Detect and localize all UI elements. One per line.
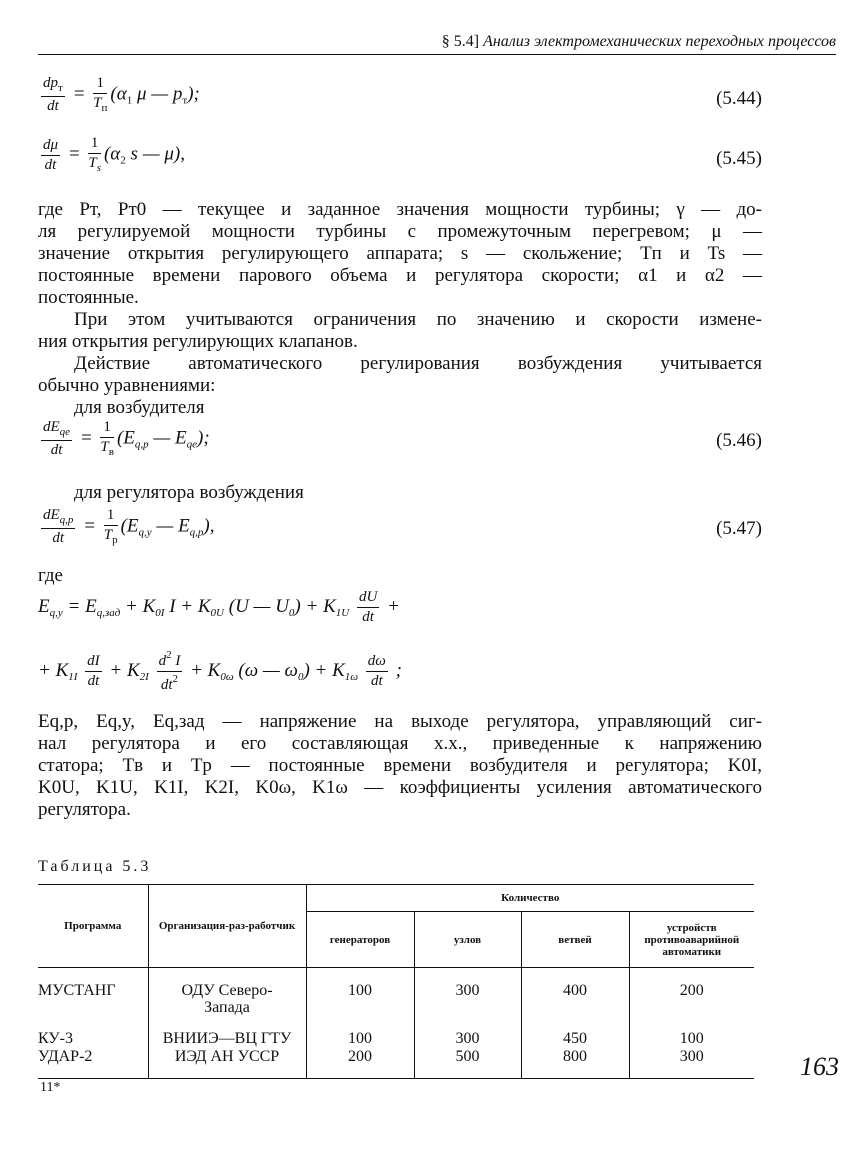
header-program: Программа xyxy=(38,885,148,968)
text-line: K0U, K1U, K1I, K2I, K0ω, K1ω — коэффициенты усиления автоматического xyxy=(38,777,762,798)
cell-org: ИЭД АН УССР xyxy=(148,1048,306,1079)
equation-5-44-body: $\frac{dp_т}{dt}$ = $\frac{1}{T_п}$ ($\alpha_1$ μ — $p_т$); xyxy=(43,75,200,114)
signature-mark: 11* xyxy=(40,1080,61,1095)
section-title: Анализ электромеханических переходных процессов xyxy=(483,33,836,50)
equation-5-47-body: $\frac{dE_{q,p}}{dt}$ = $\frac{1}{T_p}$ ($E_{q,y}$ — $E_{q,p}$), xyxy=(43,507,215,546)
paragraph-variable-definitions xyxy=(38,199,762,309)
header-devices: устройств противоаварийной автоматики xyxy=(629,912,754,968)
equation-number: (5.46) xyxy=(716,430,762,451)
equation-5-44 xyxy=(38,76,762,120)
equation-control-signal-body-1: $E_{q,y} = E_{q,зад} + K_{0I}$ $I + K_{0U}$ (U — $U_0) + K_{1U}$ $\frac{dU}{dt}$ + xyxy=(38,589,400,625)
cell-branches: 800 xyxy=(521,1048,629,1079)
cell-program: МУСТАНГ xyxy=(38,968,148,1031)
cell-program: УДАР-2 xyxy=(38,1048,148,1079)
cell-generators: 100 xyxy=(306,968,414,1031)
header-nodes: узлов xyxy=(414,912,521,968)
cell-nodes: 300 xyxy=(414,968,521,1031)
equation-control-signal-line-2 xyxy=(38,650,762,698)
paragraph-regulator-definitions xyxy=(38,711,762,821)
table-header-row-top xyxy=(38,885,754,912)
header-branches: ветвей xyxy=(521,912,629,968)
paragraph-excitation xyxy=(38,353,762,397)
programs-table xyxy=(38,884,754,1079)
text-line: регулятора. xyxy=(38,799,131,820)
section-number: § 5.4] xyxy=(441,33,480,50)
cell-nodes: 300 xyxy=(414,1030,521,1048)
header-organization: Организация-раз-работчик xyxy=(148,885,306,968)
cell-org: ВНИИЭ—ВЦ ГТУ xyxy=(148,1030,306,1048)
text-line: значение открытия регулирующего аппарата; s — скольжение; Tп и Ts — xyxy=(38,243,762,264)
cell-generators: 100 xyxy=(306,1030,414,1048)
equation-control-signal-line-1 xyxy=(38,590,762,636)
table-caption: Таблица 5.3 xyxy=(38,858,152,875)
cell-devices: 200 xyxy=(679,982,704,999)
equation-number: (5.47) xyxy=(716,518,762,539)
cell-nodes: 500 xyxy=(414,1048,521,1079)
cell-org: ОДУ Северо-Запада xyxy=(148,968,306,1031)
cell-branches: 450 xyxy=(521,1030,629,1048)
equation-5-46-body: $\frac{dE_{qe}}{dt}$ = $\frac{1}{T_в}$ ($E_{q,p}$ — $E_{qe}$); xyxy=(43,419,210,458)
text-line: обычно уравнениями: xyxy=(38,375,216,396)
text-line: ля регулируемой мощности турбины с промежуточным перегревом; μ — xyxy=(38,221,762,242)
header-rule xyxy=(38,54,836,55)
table-row xyxy=(38,1030,754,1048)
text-line: ния открытия регулирующих клапанов. xyxy=(38,331,358,352)
table-row xyxy=(38,968,754,1031)
equation-5-46 xyxy=(38,420,762,466)
equation-5-45 xyxy=(38,136,762,180)
text-line: Eq,p, Eq,y, Eq,зад — напряжение на выходе регулятора, управляющий сиг- xyxy=(38,711,762,732)
cell-program: КУ-3 xyxy=(38,1030,148,1048)
label-for-regulator: для регулятора возбуждения xyxy=(74,482,304,503)
table-row xyxy=(38,1048,754,1079)
text-line: При этом учитываются ограничения по значению и скорости измене- xyxy=(74,309,762,330)
equation-5-47 xyxy=(38,508,762,554)
cell-branches: 400 xyxy=(521,968,629,1031)
text-line: постоянные. xyxy=(38,287,139,308)
header-generators: генераторов xyxy=(306,912,414,968)
text-line: постоянные времени парового объема и регулятора скорости; α1 и α2 — xyxy=(38,265,762,286)
paragraph-constraints xyxy=(38,309,762,353)
text-line: где Pт, Pт0 — текущее и заданное значения мощности турбины; γ — до- xyxy=(38,199,762,220)
cell-devices: 300 xyxy=(629,1048,754,1079)
equation-5-45-body: $\frac{d\mu}{dt}$ = $\frac{1}{T_s}$ ($\alpha_2$ s — μ), xyxy=(43,135,185,174)
equation-number: (5.45) xyxy=(716,148,762,169)
page-number: 163 xyxy=(800,1052,839,1081)
text-line: статора; Tв и Tp — постоянные времени возбудителя и регулятора; K0I, xyxy=(38,755,762,776)
cell-generators: 200 xyxy=(306,1048,414,1079)
section-heading xyxy=(442,33,836,51)
label-where: где xyxy=(38,565,63,586)
header-quantity: Количество xyxy=(306,885,754,912)
equation-number: (5.44) xyxy=(716,88,762,109)
cell-devices: 100 xyxy=(679,1030,704,1047)
text-line: нал регулятора и его составляющая х.х., приведенные к напряжению xyxy=(38,733,762,754)
text-line: Действие автоматического регулирования возбуждения учитывается xyxy=(74,353,762,374)
equation-control-signal-body-2: + $K_{1I}$ $\frac{dI}{dt}$ + $K_{2I}$ $\frac{d^2 I}{dt^2}$ + $K_{0\omega}$ (ω — $\omega_0) + K_{1\omega}$ $\frac{d\omega}{dt}$ ; xyxy=(38,649,402,693)
running-header xyxy=(38,29,836,55)
label-for-exciter: для возбудителя xyxy=(74,397,205,418)
